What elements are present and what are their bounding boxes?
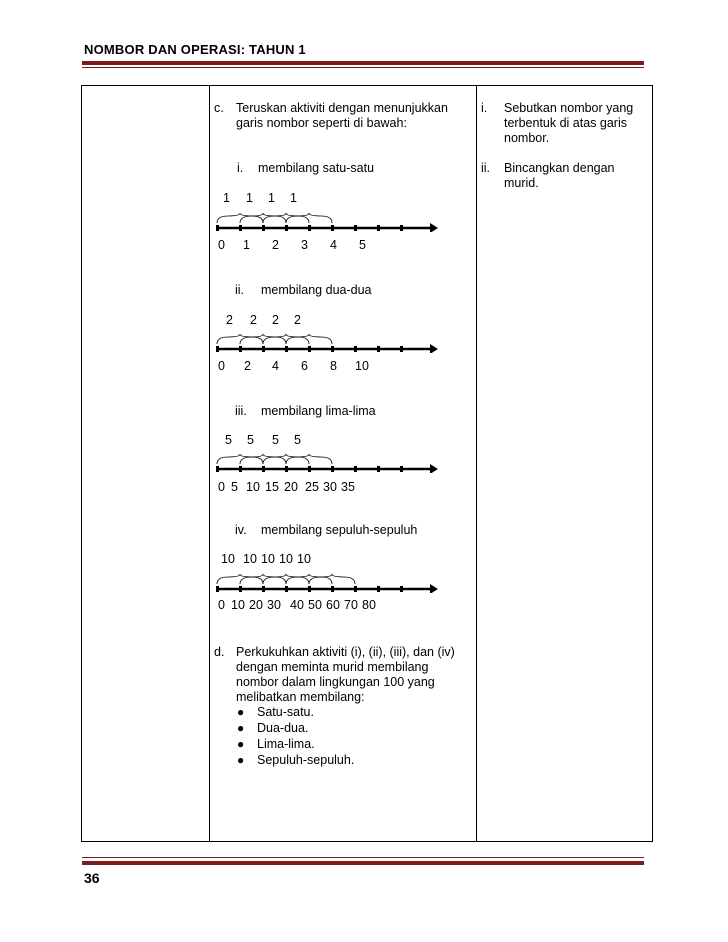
section-i-marker: i. — [237, 161, 244, 175]
section-ii-label: membilang dua-dua — [261, 283, 372, 297]
number-line-iii — [216, 453, 438, 473]
tick-label: 1 — [243, 238, 250, 252]
jump-label: 2 — [294, 313, 301, 327]
item-c-line-2: garis nombor seperti di bawah: — [236, 116, 407, 130]
tick-label: 0 — [218, 359, 225, 373]
table-column-divider-2 — [476, 85, 477, 842]
header-rule-thick — [82, 61, 644, 65]
bullet-icon: ● — [237, 737, 245, 751]
item-d-marker: d. — [214, 645, 225, 659]
jump-label: 1 — [290, 191, 297, 205]
tick-label: 0 — [218, 598, 225, 612]
bullet-item: Sepuluh-sepuluh. — [257, 753, 355, 767]
bullet-item: Satu-satu. — [257, 705, 314, 719]
tick-label: 50 — [308, 598, 322, 612]
bullet-item: Dua-dua. — [257, 721, 309, 735]
bullet-item: Lima-lima. — [257, 737, 315, 751]
note-i-line-1: Sebutkan nombor yang — [504, 101, 634, 115]
note-ii-marker: ii. — [481, 161, 491, 175]
tick-label: 10 — [246, 480, 260, 494]
jump-label: 2 — [272, 313, 279, 327]
jump-label: 10 — [243, 552, 257, 566]
item-d-line-1: Perkukuhkan aktiviti (i), (ii), (iii), dan (iv) — [236, 645, 455, 659]
number-line-i — [216, 212, 438, 232]
tick-label: 80 — [362, 598, 376, 612]
jump-label: 10 — [279, 552, 293, 566]
jump-label: 10 — [297, 552, 311, 566]
page-header-title: NOMBOR DAN OPERASI: TAHUN 1 — [84, 42, 306, 57]
jump-label: 10 — [221, 552, 235, 566]
tick-label: 3 — [301, 238, 308, 252]
jump-label: 5 — [272, 433, 279, 447]
tick-label: 35 — [341, 480, 355, 494]
section-iii-marker: iii. — [235, 404, 247, 418]
tick-label: 2 — [272, 238, 279, 252]
page-number: 36 — [84, 870, 100, 886]
section-ii-marker: ii. — [235, 283, 245, 297]
number-line-arrow — [430, 344, 438, 353]
jump-label: 5 — [294, 433, 301, 447]
section-iii-label: membilang lima-lima — [261, 404, 376, 418]
bullet-icon: ● — [237, 721, 245, 735]
tick-label: 20 — [249, 598, 263, 612]
jump-label: 10 — [261, 552, 275, 566]
bullet-icon: ● — [237, 753, 245, 767]
tick-label: 4 — [272, 359, 279, 373]
tick-label: 5 — [231, 480, 238, 494]
jump-label: 1 — [268, 191, 275, 205]
section-i-label: membilang satu-satu — [258, 161, 375, 175]
bullet-icon: ● — [237, 705, 245, 719]
note-ii-line-1: Bincangkan dengan — [504, 161, 615, 175]
number-line-arrow — [430, 223, 438, 232]
tick-label: 30 — [323, 480, 337, 494]
tick-label: 4 — [330, 238, 337, 252]
tick-label: 8 — [330, 359, 337, 373]
jump-label: 1 — [246, 191, 253, 205]
item-d-line-3: nombor dalam lingkungan 100 yang — [236, 675, 435, 689]
item-d-line-2: dengan meminta murid membilang — [236, 660, 429, 674]
number-line-ii — [216, 333, 438, 353]
jump-label: 2 — [250, 313, 257, 327]
tick-label: 2 — [244, 359, 251, 373]
tick-label: 20 — [284, 480, 298, 494]
section-iv-label: membilang sepuluh-sepuluh — [261, 523, 418, 537]
tick-label: 5 — [359, 238, 366, 252]
note-i-line-2: terbentuk di atas garis — [504, 116, 627, 130]
jump-label: 5 — [247, 433, 254, 447]
table-column-divider-1 — [209, 85, 210, 842]
note-ii-line-2: murid. — [504, 176, 539, 190]
note-i-marker: i. — [481, 101, 488, 115]
number-line-arrow — [430, 464, 438, 473]
header-rule-thin — [82, 67, 644, 68]
tick-label: 0 — [218, 480, 225, 494]
tick-label: 10 — [231, 598, 245, 612]
tick-label: 60 — [326, 598, 340, 612]
jump-label: 2 — [226, 313, 233, 327]
tick-label: 30 — [267, 598, 281, 612]
jump-label: 1 — [223, 191, 230, 205]
tick-label: 15 — [265, 480, 279, 494]
footer-rule-thin — [82, 857, 644, 858]
tick-label: 6 — [301, 359, 308, 373]
number-line-iv — [216, 573, 438, 593]
tick-label: 0 — [218, 238, 225, 252]
tick-label: 25 — [305, 480, 319, 494]
tick-label: 70 — [344, 598, 358, 612]
section-iv-marker: iv. — [235, 523, 247, 537]
note-i-line-3: nombor. — [504, 131, 550, 145]
item-c-marker: c. — [214, 101, 224, 115]
jump-label: 5 — [225, 433, 232, 447]
tick-label: 10 — [355, 359, 369, 373]
item-c-line-1: Teruskan aktiviti dengan menunjukkan — [236, 101, 448, 115]
item-d-line-4: melibatkan membilang: — [236, 690, 365, 704]
tick-label: 40 — [290, 598, 304, 612]
number-line-arrow — [430, 584, 438, 593]
footer-rule-thick — [82, 861, 644, 865]
